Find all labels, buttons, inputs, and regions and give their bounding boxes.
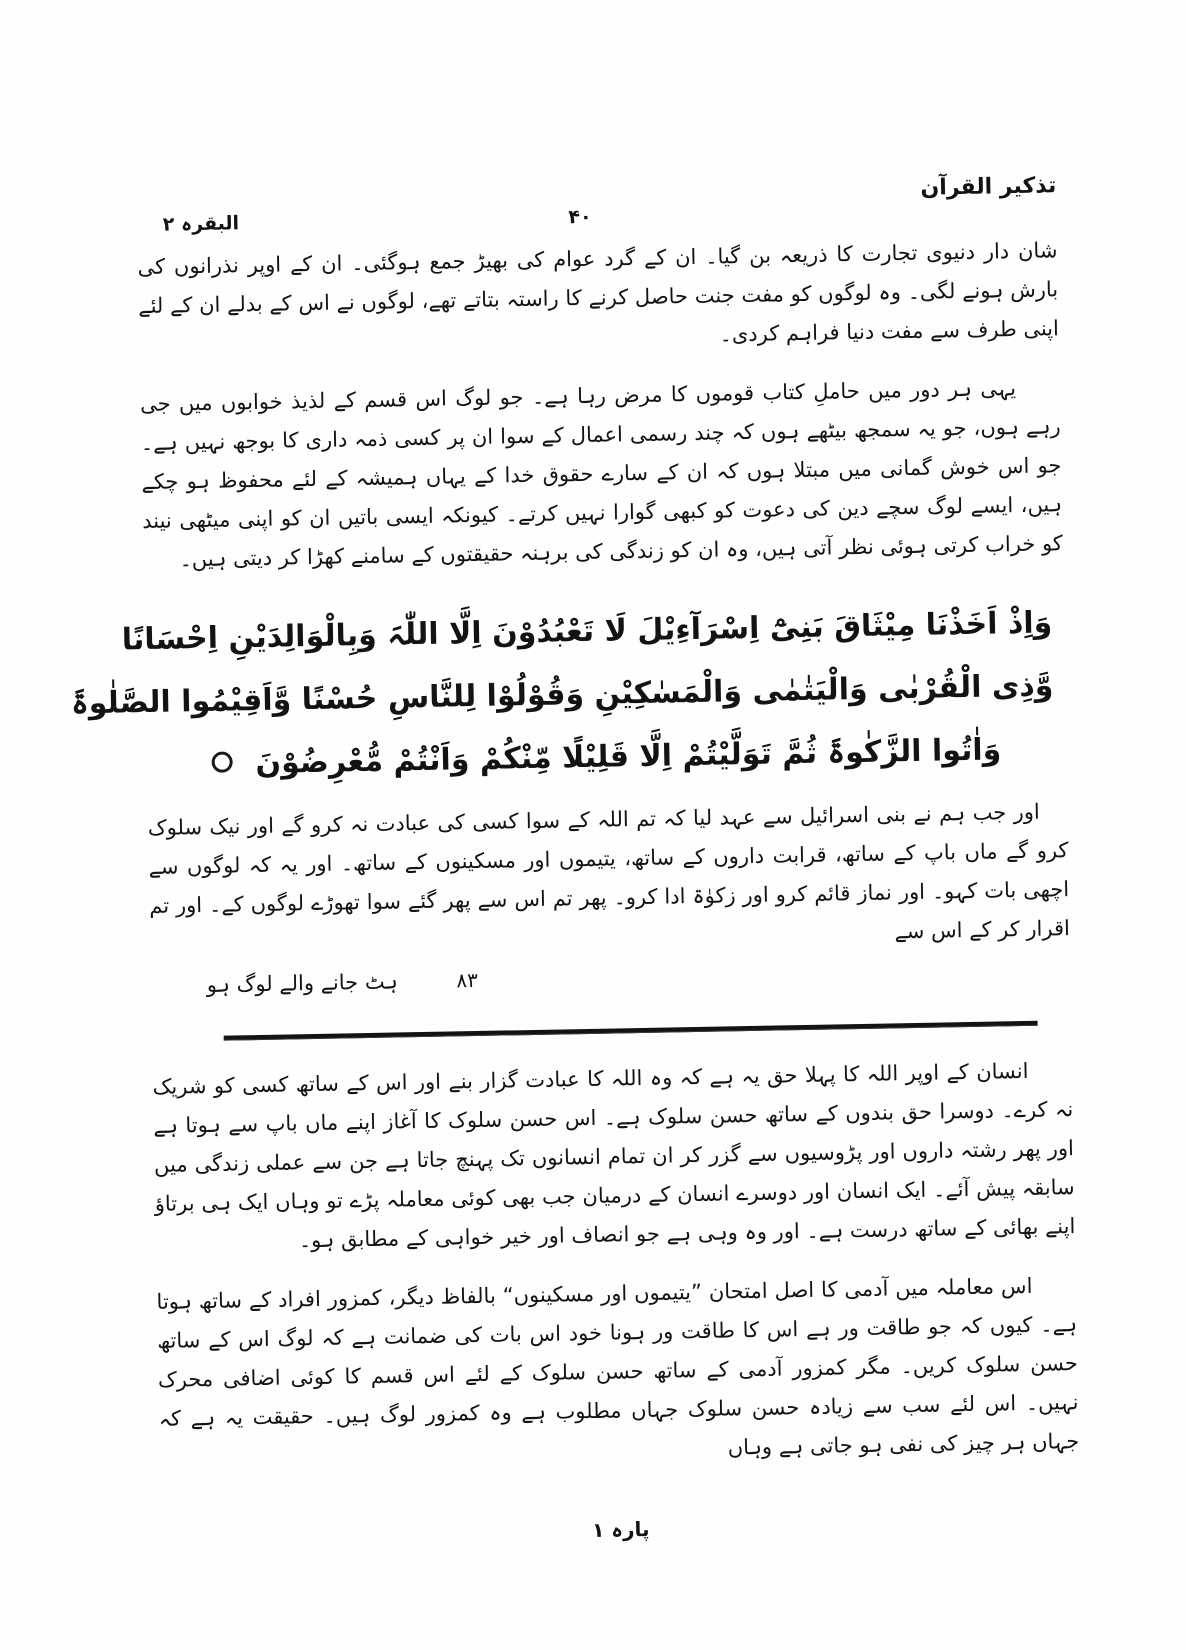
- section-divider: [224, 1021, 1038, 1041]
- footer-para-label: پارہ ۱: [591, 1516, 650, 1542]
- translation-paragraph: اور جب ہم نے بنی اسرائیل سے عہد لیا کہ تم اللہ کے سوا کسی کی عبادت نہ کرو گے اور نیک سلوک کرو گے ماں باپ کے ساتھ، قرابت داروں کے ساتھ، یتیموں اور مسکینوں کے ساتھ۔ اور یہ کہ لوگوں سے اچھی بات کہو۔ اور نماز قائم کرو اور زکوٰۃ ادا کرو۔ پھر تم اس سے پھر گئے سوا تھوڑے لوگوں کے۔ اور تم اقرار کر کے اس سے: [147, 799, 1071, 944]
- verse-number: ۸۳: [456, 967, 479, 993]
- page-header: [136, 169, 1057, 236]
- book-title: تذکیر القرآن: [920, 173, 1057, 201]
- commentary-paragraph-1: انسان کے اوپر اللہ کا پہلا حق یہ ہے کہ وہ اللہ کا عبادت گزار بنے اور اس کے ساتھ کسی کو شریک نہ کرے۔ دوسرا حق بندوں کے ساتھ حسن سلوک ہے۔ اس حسن سلوک کا آغاز اپنے ماں باپ سے ہوتا ہے اور پھر رشتہ داروں اور پڑوسیوں سے گزر کر ان تمام انسانوں تک پہنچ جاتا ہے جن سے عملی زندگی میں سابقہ پیش آئے۔ ایک انسان اور دوسرے انسان کے درمیان جب بھی کوئی معاملہ پڑے تو وہاں ایک ہی برتاؤ اپنے بھائی کے ساتھ درست ہے۔ اور وہ وہی ہے جو انصاف اور خیر خواہی کے مطابق ہو۔: [152, 1058, 1076, 1253]
- verse-line-3-text: وَاٰتُوا الزَّکٰوۃَ ثُمَّ تَوَلَّیْتُمْ اِلَّا قَلِیْلًا مِّنْکُمْ وَاَنْتُمْ مُّعْرِضُوْنَ: [255, 732, 1002, 782]
- intro-paragraph: شان دار دنیوی تجارت کا ذریعہ بن گیا۔ ان کے گرد عوام کی بھیڑ جمع ہوگئی۔ ان کے اوپر نذرانوں کی بارش ہونے لگی۔ وہ لوگوں کو مفت جنت حاصل کرنے کا راستہ بتاتے تھے، لوگوں نے اس کے بدلے ان کے لئے اپنی طرف سے مفت دنیا فراہم کردی۔: [137, 238, 1060, 347]
- page-number: ۴۰: [568, 205, 592, 229]
- translation-last-inner: [207, 968, 479, 997]
- surah-label: البقرہ ۲: [162, 212, 240, 236]
- commentary-paragraph-2: اس معاملہ میں آدمی کا اصل امتحان ”یتیموں اور مسکینوں“ بالفاظ دیگر، کمزور افراد کے ساتھ ہوتا ہے۔ کیوں کہ جو طاقت ور ہے اس کا طاقت ور ہونا خود اس بات کی ضمانت ہے کہ لوگ اس کے ساتھ حسن سلوک کریں۔ مگر کمزور آدمی کے ساتھ حسن سلوک کے لئے اس قسم کا کوئی اضافی محرک نہیں۔ اس لئے سب سے زیادہ حسن سلوک جہاں مطلوب ہے وہ کمزور لوگ ہیں۔ حقیقت یہ ہے کہ جہاں ہر چیز کی نفی ہو جاتی ہے وہاں: [156, 1273, 1080, 1460]
- quran-verse: [70, 591, 1055, 796]
- verse-line-2: وَّذِی الْقُرْبٰی وَالْیَتٰمٰی وَالْمَسٰکِیْنِ وَقُوْلُوْا لِلنَّاسِ حُسْنًا وَّاَقِیْمُوا الصَّلٰوۃَ: [70, 668, 1054, 722]
- verse-line-1: وَاِذْ اَخَذْنَا مِیْثَاقَ بَنِیْٓ اِسْرَآءِیْلَ لَا تَعْبُدُوْنَ اِلَّا اللّٰہَ وَبِالْوَالِدَیْنِ اِحْسَانًا: [121, 605, 1053, 658]
- context-paragraph: یہی ہر دور میں حاملِ کتاب قوموں کا مرض رہا ہے۔ جو لوگ اس قسم کے لذیذ خوابوں میں جی رہے ہوں، جو یہ سمجھ بیٹھے ہوں کہ چند رسمی اعمال کے سوا ان پر کسی ذمہ داری کا بوجھ نہیں ہے۔ جو اس خوش گمانی میں مبتلا ہوں کہ ان کے سارے حقوق خدا کے یہاں ہمیشہ کے لئے محفوظ ہو چکے ہیں، ایسے لوگ سچے دین کی دعوت کو کبھی گوارا نہیں کرتے۔ کیونکہ ایسی باتیں ان کو اپنی میٹھی نیند کو خراب کرتی ہوئی نظر آتی ہیں، وہ ان کو زندگی کی برہنہ حقیقتوں کے سامنے کھڑا کر دیتی ہیں۔: [139, 376, 1064, 572]
- page-content: [70, 169, 1081, 1550]
- end-of-ayah-icon: [212, 751, 233, 772]
- translation-last-text: ہٹ جانے والے لوگ ہو: [206, 969, 398, 997]
